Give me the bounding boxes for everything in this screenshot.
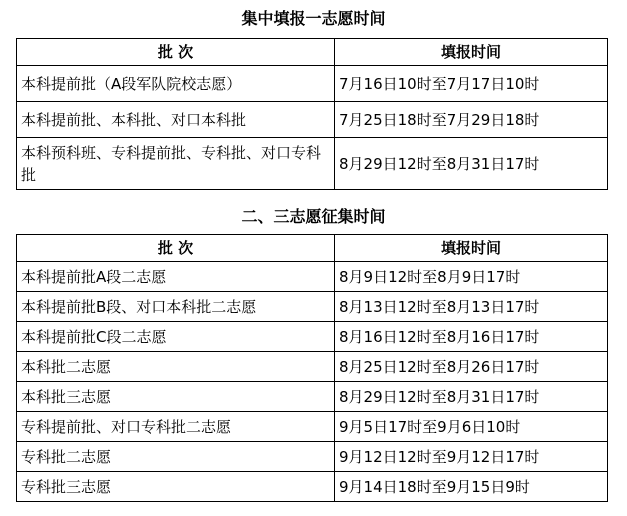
section-title-second-third-choice: 二、三志愿征集时间 <box>241 207 386 226</box>
batch-cell: 本科提前批A段二志愿 <box>17 262 335 292</box>
batch-cell: 本科批三志愿 <box>17 382 335 412</box>
time-cell: 8月9日12时至8月9日17时 <box>335 262 608 292</box>
time-cell: 8月25日12时至8月26日17时 <box>335 352 608 382</box>
batch-cell: 本科提前批B段、对口本科批二志愿 <box>17 292 335 322</box>
batch-cell: 本科提前批、本科批、对口本科批 <box>17 102 335 138</box>
batch-cell: 本科提前批C段二志愿 <box>17 322 335 352</box>
table-row <box>17 322 608 352</box>
time-cell: 9月12日12时至9月12日17时 <box>335 442 608 472</box>
table-row <box>17 292 608 322</box>
first-choice-schedule-table <box>16 38 608 190</box>
table-row <box>17 138 608 190</box>
batch-cell: 本科批二志愿 <box>17 352 335 382</box>
time-cell: 7月16日10时至7月17日10时 <box>335 66 608 102</box>
table-row <box>17 352 608 382</box>
section-title-first-choice: 集中填报一志愿时间 <box>241 9 386 28</box>
table-header-row <box>17 39 608 66</box>
table-row <box>17 102 608 138</box>
table-row <box>17 66 608 102</box>
table-row <box>17 262 608 292</box>
table-row <box>17 442 608 472</box>
batch-cell: 本科提前批（A段军队院校志愿） <box>17 66 335 102</box>
batch-cell: 专科提前批、对口专科批二志愿 <box>17 412 335 442</box>
column-header-time: 填报时间 <box>335 39 608 66</box>
batch-cell: 本科预科班、专科提前批、专科批、对口专科批 <box>17 138 335 190</box>
second-third-choice-schedule-table <box>16 234 608 502</box>
table-row <box>17 472 608 502</box>
batch-cell: 专科批二志愿 <box>17 442 335 472</box>
table-row <box>17 382 608 412</box>
time-cell: 8月29日12时至8月31日17时 <box>335 138 608 190</box>
column-header-batch: 批 次 <box>17 235 335 262</box>
table-header-row <box>17 235 608 262</box>
batch-cell: 专科批三志愿 <box>17 472 335 502</box>
column-header-time: 填报时间 <box>335 235 608 262</box>
time-cell: 8月29日12时至8月31日17时 <box>335 382 608 412</box>
time-cell: 7月25日18时至7月29日18时 <box>335 102 608 138</box>
time-cell: 9月14日18时至9月15日9时 <box>335 472 608 502</box>
time-cell: 8月13日12时至8月13日17时 <box>335 292 608 322</box>
column-header-batch: 批 次 <box>17 39 335 66</box>
table-row <box>17 412 608 442</box>
time-cell: 8月16日12时至8月16日17时 <box>335 322 608 352</box>
time-cell: 9月5日17时至9月6日10时 <box>335 412 608 442</box>
